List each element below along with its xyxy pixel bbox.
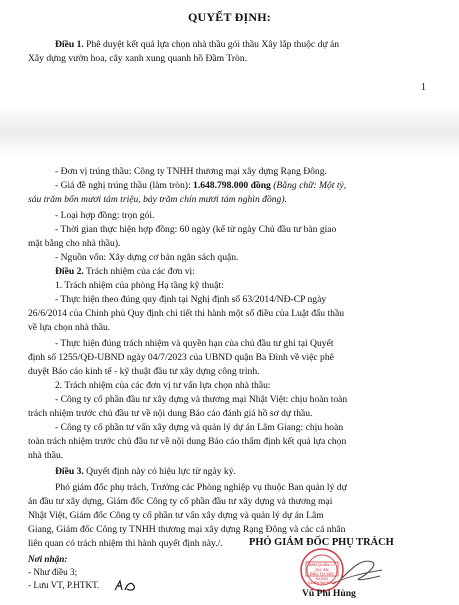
stamp-text [306, 563, 338, 586]
recipients-block [28, 553, 99, 592]
article-2-text: Trách nhiệm của các đơn vị: [83, 266, 195, 277]
execution-line-3: Nhật Việt, Giám đốc Công ty cổ phần tư vấn xây dựng và quản lý dự án Lâm [28, 510, 324, 521]
page-break [0, 107, 459, 156]
section-2-heading: 2. Trách nhiệm của các đơn vị tư vấn lựa chọn nhà thầu: [55, 380, 271, 391]
execution-line-5: liên quan có trách nhiệm thi hành quyết định này./. [28, 538, 223, 549]
price-label: - Giá đề nghị trúng thầu (làm tròn): [55, 180, 194, 191]
article-2-heading [55, 265, 195, 279]
section-2b-line-2: toàn trách nhiệm trước chủ đầu tư về nội dung Báo cáo thẩm định kết quả lựa chọn [28, 436, 347, 447]
stamp-line: ĐẦU TƯ XÂY DỰNG [309, 571, 335, 581]
section-2a-line-2: trách nhiệm trước chủ đầu tư về nội dung Báo cáo đánh giá hồ sơ dự thầu. [28, 408, 313, 419]
section-2a-line-1: - Công ty cổ phần đầu tư xây dựng và thương mại Nhật Việt: chịu hoàn toàn [55, 394, 348, 405]
funding-source: - Nguồn vốn: Xây dựng cơ bản ngân sách quận. [55, 252, 239, 263]
document-title: QUYẾT ĐỊNH: [188, 10, 271, 24]
section-1-heading: 1. Trách nhiệm của phòng Hạ tầng kỹ thuật: [55, 280, 224, 291]
execution-line-4: Giang, Giám đốc Công ty TNHH thương mại xây dựng Rạng Đông và các cá nhân [28, 524, 346, 535]
article-1-line-2: Xây dựng vườn hoa, cây xanh xung quanh hồ Đầm Tròn. [28, 53, 248, 64]
section-1b-line-3: duyệt Báo cáo kinh tế - kỹ thuật đầu tư xây dựng công trình. [28, 366, 260, 377]
section-1a-line-1: - Thực hiện theo đúng quy định tại Nghị định số 63/2014/NĐ-CP ngày [55, 294, 327, 305]
stamp-line: QUẬN BA ĐÌNH [307, 580, 337, 586]
price-words-1: (Bằng chữ: Một tỷ, [270, 180, 347, 191]
article-3-heading [55, 465, 236, 479]
section-1a-line-3: về lựa chọn nhà thầu. [28, 322, 111, 333]
execution-line-1: Phó giám đốc phụ trách, Trưởng các Phòng nghiệp vụ thuộc Ban quản lý dự [55, 482, 347, 493]
signer-name: Vũ Phi Hùng [302, 588, 356, 599]
article-1-text: Phê duyệt kết quả lựa chọn nhà thầu gói thầu Xây lắp thuộc dự án [83, 39, 340, 50]
execution-line-2: án đầu tư xây dựng, Giám đốc Công ty cổ phần đầu tư xây dựng và thương mại [28, 496, 333, 507]
page-number: 1 [421, 82, 426, 93]
section-1b-line-1: - Thực hiện đúng trách nhiệm và quyền hạn của chủ đầu tư ghi tại Quyết [55, 338, 334, 349]
stamp-line: BAN QUẢN LÝ DỰ ÁN [308, 562, 336, 572]
signature-title: PHÓ GIÁM ĐỐC PHỤ TRÁCH [249, 537, 394, 548]
duration-line-2: mặt bằng cho nhà thầu). [28, 238, 121, 249]
winner-unit: - Đơn vị trúng thầu: Công ty TNHH thương mại xây dựng Rạng Đông. [55, 166, 327, 177]
article-1-line-1 [55, 38, 339, 52]
article-2-label: Điều 2. [55, 266, 84, 277]
recipient-item: - Lưu VT, P.HTKT. [28, 580, 100, 590]
price-value: 1.648.798.000 đồng [193, 180, 271, 191]
section-1a-line-2: 26/6/2014 của Chính phủ Quy định chi tiết thi hành một số điều của Luật đấu thầu [28, 308, 345, 319]
section-2b-line-1: - Công ty cổ phần tư vấn xây dựng và quản lý dự án Lâm Giang: chịu hoàn [55, 422, 344, 433]
article-1-label: Điều 1. [55, 39, 84, 50]
article-3-label: Điều 3. [55, 466, 84, 477]
initials-mark [112, 578, 140, 594]
recipients-label: Nơi nhận: [28, 554, 68, 564]
price-words-2: sáu trăm bốn mươi tám triệu, bảy trăm chín mươi tám nghìn đồng). [28, 194, 287, 205]
contract-type: - Loại hợp đồng: trọn gói. [55, 210, 155, 221]
duration-line-1: - Thời gian thực hiện hợp đồng: 60 ngày (kể từ ngày Chủ đầu tư bàn giao [55, 224, 337, 235]
winner-price [55, 179, 346, 193]
recipient-item: - Như điều 3; [28, 567, 78, 577]
section-1b-line-2: định số 1255/QĐ-UBND ngày 04/7/2023 của UBND quận Ba Đình về việc phê [28, 352, 334, 363]
section-2b-line-3: nhà thầu. [28, 450, 64, 461]
article-3-text: Quyết định này có hiệu lực từ ngày ký. [83, 466, 236, 477]
